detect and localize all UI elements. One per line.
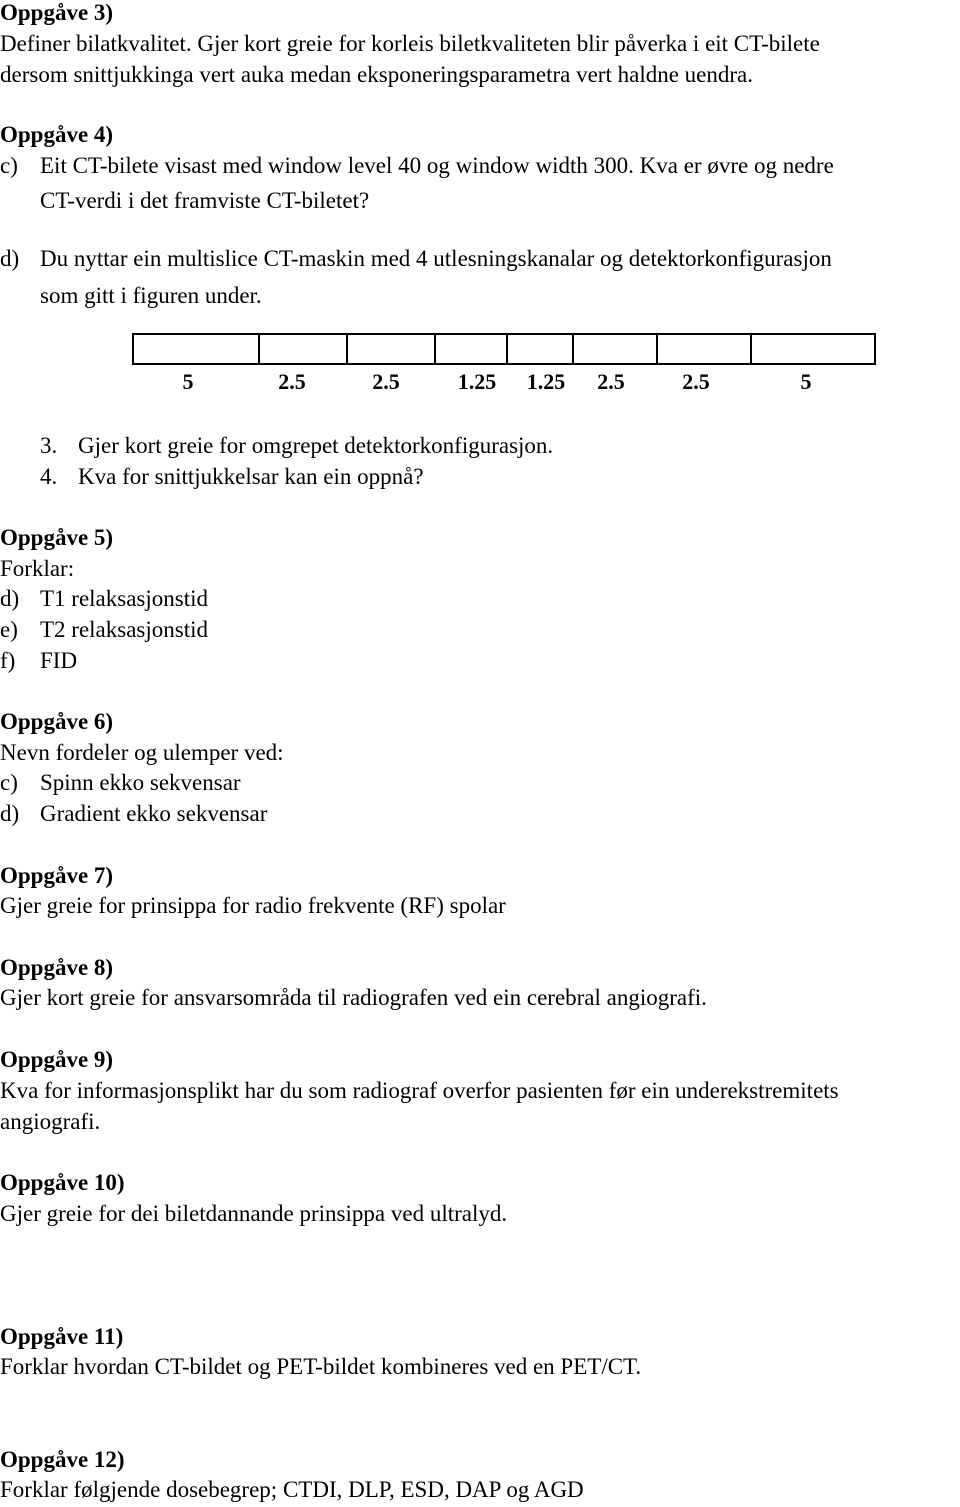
q7-heading: Oppgåve 7) <box>0 863 114 888</box>
q4-item-c-text-line2: CT-verdi i det framviste CT-biletet? <box>40 188 370 213</box>
q9-heading: Oppgåve 9) <box>0 1047 114 1072</box>
q11-heading: Oppgåve 11) <box>0 1324 124 1349</box>
q8-text: Gjer kort greie for ansvarsområda til radiografen ved ein cerebral angiografi. <box>0 985 707 1010</box>
q4-subquestion-3-number: 3. <box>40 433 58 458</box>
q8-heading: Oppgåve 8) <box>0 955 114 980</box>
q6-intro: Nevn fordeler og ulemper ved: <box>0 740 284 765</box>
detector-value: 1.25 <box>457 369 497 394</box>
detector-value: 5 <box>182 369 194 394</box>
q5-item-f-text: FID <box>40 648 78 673</box>
detector-value: 5 <box>800 369 812 394</box>
q6-item-d-label: d) <box>0 801 20 826</box>
detector-cell <box>258 333 348 365</box>
q5-item-e-label: e) <box>0 617 18 642</box>
q4-item-c-label: c) <box>0 153 18 178</box>
detector-value: 2.5 <box>682 369 710 394</box>
detector-cell <box>656 333 752 365</box>
q6-item-c-label: c) <box>0 770 18 795</box>
q4-item-d-text: Du nyttar ein multislice CT-maskin med 4 utlesningskanalar og detektorkonfigurasjon <box>40 246 832 271</box>
q5-heading: Oppgåve 5) <box>0 525 114 550</box>
q10-heading: Oppgåve 10) <box>0 1170 125 1195</box>
q4-subquestion-3-text: Gjer kort greie for omgrepet detektorkonfigurasjon. <box>78 433 554 458</box>
q4-subquestion-4-number: 4. <box>40 464 58 489</box>
q3-text-line2: dersom snittjukkinga vert auka medan eksponeringsparametra vert haldne uendra. <box>0 62 753 87</box>
q12-heading: Oppgåve 12) <box>0 1447 125 1472</box>
q4-subquestion-4-text: Kva for snittjukkelsar kan ein oppnå? <box>78 464 424 489</box>
detector-cell <box>750 333 876 365</box>
q12-text: Forklar følgjende dosebegrep; CTDI, DLP, ESD, DAP og AGD <box>0 1477 584 1502</box>
q3-text-line1: Definer bilatkvalitet. Gjer kort greie for korleis biletkvaliteten blir påverka i eit CT-bilete <box>0 31 820 56</box>
detector-value: 2.5 <box>278 369 306 394</box>
q11-text: Forklar hvordan CT-bildet og PET-bildet kombineres ved en PET/CT. <box>0 1354 642 1379</box>
q3-heading: Oppgåve 3) <box>0 0 114 25</box>
q6-item-d-text: Gradient ekko sekvensar <box>40 801 268 826</box>
detector-configuration-figure <box>132 333 876 365</box>
q6-heading: Oppgåve 6) <box>0 709 114 734</box>
q9-text-line2: angiografi. <box>0 1109 101 1134</box>
q5-item-e-text: T2 relaksasjonstid <box>40 617 208 642</box>
q4-heading: Oppgåve 4) <box>0 122 114 147</box>
detector-value: 2.5 <box>372 369 400 394</box>
q4-item-c-text: Eit CT-bilete visast med window level 40 og window width 300. Kva er øvre og nedre <box>40 153 834 178</box>
q7-text: Gjer greie for prinsippa for radio frekvente (RF) spolar <box>0 893 506 918</box>
q5-item-d-text: T1 relaksasjonstid <box>40 586 208 611</box>
q5-item-d-label: d) <box>0 586 20 611</box>
detector-cell <box>506 333 574 365</box>
detector-value: 2.5 <box>597 369 625 394</box>
detector-cell <box>132 333 260 365</box>
q5-item-f-label: f) <box>0 648 16 673</box>
q9-text-line1: Kva for informasjonsplikt har du som radiograf overfor pasienten før ein underekstremitets <box>0 1078 839 1103</box>
q6-item-c-text: Spinn ekko sekvensar <box>40 770 241 795</box>
q5-intro: Forklar: <box>0 556 75 581</box>
q10-text: Gjer greie for dei biletdannande prinsippa ved ultralyd. <box>0 1201 508 1226</box>
q4-item-d-text-line2: som gitt i figuren under. <box>40 283 262 308</box>
detector-cell <box>434 333 508 365</box>
q4-item-d-label: d) <box>0 246 20 271</box>
detector-cell <box>572 333 658 365</box>
detector-value: 1.25 <box>526 369 566 394</box>
detector-cell <box>346 333 436 365</box>
